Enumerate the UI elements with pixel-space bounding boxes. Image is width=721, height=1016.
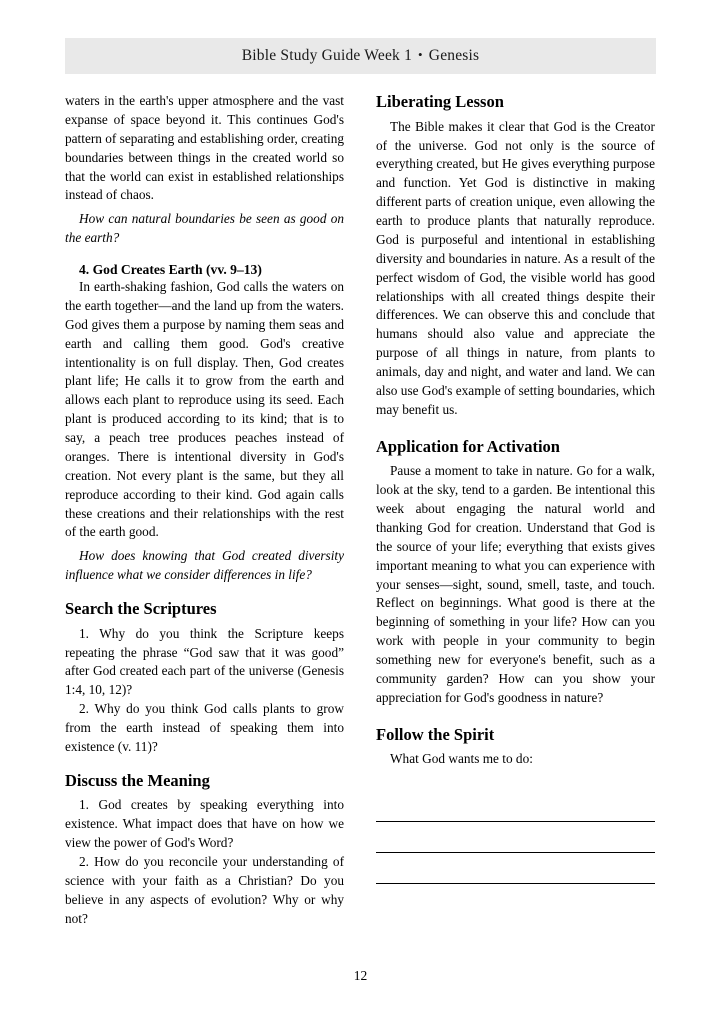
two-column-body bbox=[65, 92, 656, 929]
heading-search-the-scriptures: Search the Scriptures bbox=[65, 599, 217, 618]
page-number: 12 bbox=[353, 968, 368, 983]
paragraph-application-for-activation: Pause a moment to take in nature. Go for a walk, look at the sky, tend to a garden. Be intentional this week about engaging the natural world and thanking God for creation. Understand that God is the source of your life; everything that exists gives important meaning to what you can experience with your senses—sight, sound, smell, taste, and touch. Reflect on beginnings. What good is there at the beginning of something in your life? How can you work with people in your community to begin something new for everyone's benefit, such as a community garden? How can you show your appreciation for God's goodness in nature? bbox=[376, 463, 655, 705]
running-head-book: Genesis bbox=[428, 47, 480, 64]
running-head-title: Bible Study Guide Week 1 bbox=[241, 47, 413, 64]
right-column bbox=[376, 92, 655, 929]
left-column bbox=[65, 92, 344, 929]
running-head bbox=[242, 47, 480, 65]
search-question-1: 1. Why do you think the Scripture keeps repeating the phrase “God saw that it was good” after God created each part of the universe (Genesis 1:4, 10, 12)? bbox=[65, 625, 344, 698]
page-header-band bbox=[65, 38, 656, 74]
heading-application-for-activation: Application for Activation bbox=[376, 436, 560, 456]
write-in-line[interactable] bbox=[376, 853, 655, 884]
paragraph-continued: waters in the earth's upper atmosphere and the vast expanse of space beyond it. This continues God's pattern of separating and establishing order, creating boundaries between things in the created world so that the world can exist in established relationships instead of chaos. bbox=[65, 93, 344, 203]
reflection-question-2: How does knowing that God created diversity influence what we consider differences in life? bbox=[65, 548, 344, 583]
subheading-god-creates-earth: 4. God Creates Earth (vv. 9–13) bbox=[79, 262, 262, 277]
write-in-lines[interactable] bbox=[376, 791, 655, 884]
heading-liberating-lesson: Liberating Lesson bbox=[376, 92, 504, 111]
paragraph-liberating-lesson: The Bible makes it clear that God is the Creator of the universe. God not only is the source of everything created, but He gives everything purpose and function. Yet God is distinctive in making different parts of creation unique, even allowing the earth to produce plants that naturally reproduce. God is purposeful and intentional in establishing diversity and boundaries in nature. As a result of the perfect wisdom of God, the visible world has good relationships with all created things despite their differences. We can observe this and conclude that humans should also value and appreciate the purpose of all things in nature, from plants to animals, day and night, and water and land. We can also use God's example of setting boundaries, which may benefit us. bbox=[376, 118, 655, 417]
write-in-line[interactable] bbox=[376, 822, 655, 853]
heading-follow-the-spirit: Follow the Spirit bbox=[376, 724, 495, 744]
running-head-separator: • bbox=[418, 47, 423, 62]
write-in-line[interactable] bbox=[376, 791, 655, 822]
discuss-question-1: 1. God creates by speaking everything into existence. What impact does that have on how we view the power of God's Word? bbox=[65, 797, 344, 851]
discuss-question-2: 2. How do you reconcile your understanding of science with your faith as a Christian? Do you believe in any aspects of evolution? Why or why not? bbox=[65, 854, 344, 926]
reflection-question-1: How can natural boundaries be seen as good on the earth? bbox=[65, 211, 344, 246]
paragraph-god-creates-earth: In earth-shaking fashion, God calls the waters on the earth together—and the land up from the waters. God gives them a purpose by naming them seas and earth and calling them good. God's creative intentionality is on full display. Then, God creates plant life; He calls it to grow from the earth and allows each plant to reproduce using its seed. Each plant is produced according to its kind; that is to say, a peach tree produces peaches instead of oranges. There is intentional diversity in God's creation. Not every plant is the same, but they all reproduce according to their kind. God again calls these creations and their relationships with the rest of the earth good. bbox=[65, 279, 344, 540]
follow-the-spirit-prompt: What God wants me to do: bbox=[390, 751, 533, 767]
heading-discuss-the-meaning: Discuss the Meaning bbox=[65, 770, 210, 790]
search-question-2: 2. Why do you think God calls plants to grow from the earth instead of speaking them into existence (v. 11)? bbox=[65, 701, 344, 754]
